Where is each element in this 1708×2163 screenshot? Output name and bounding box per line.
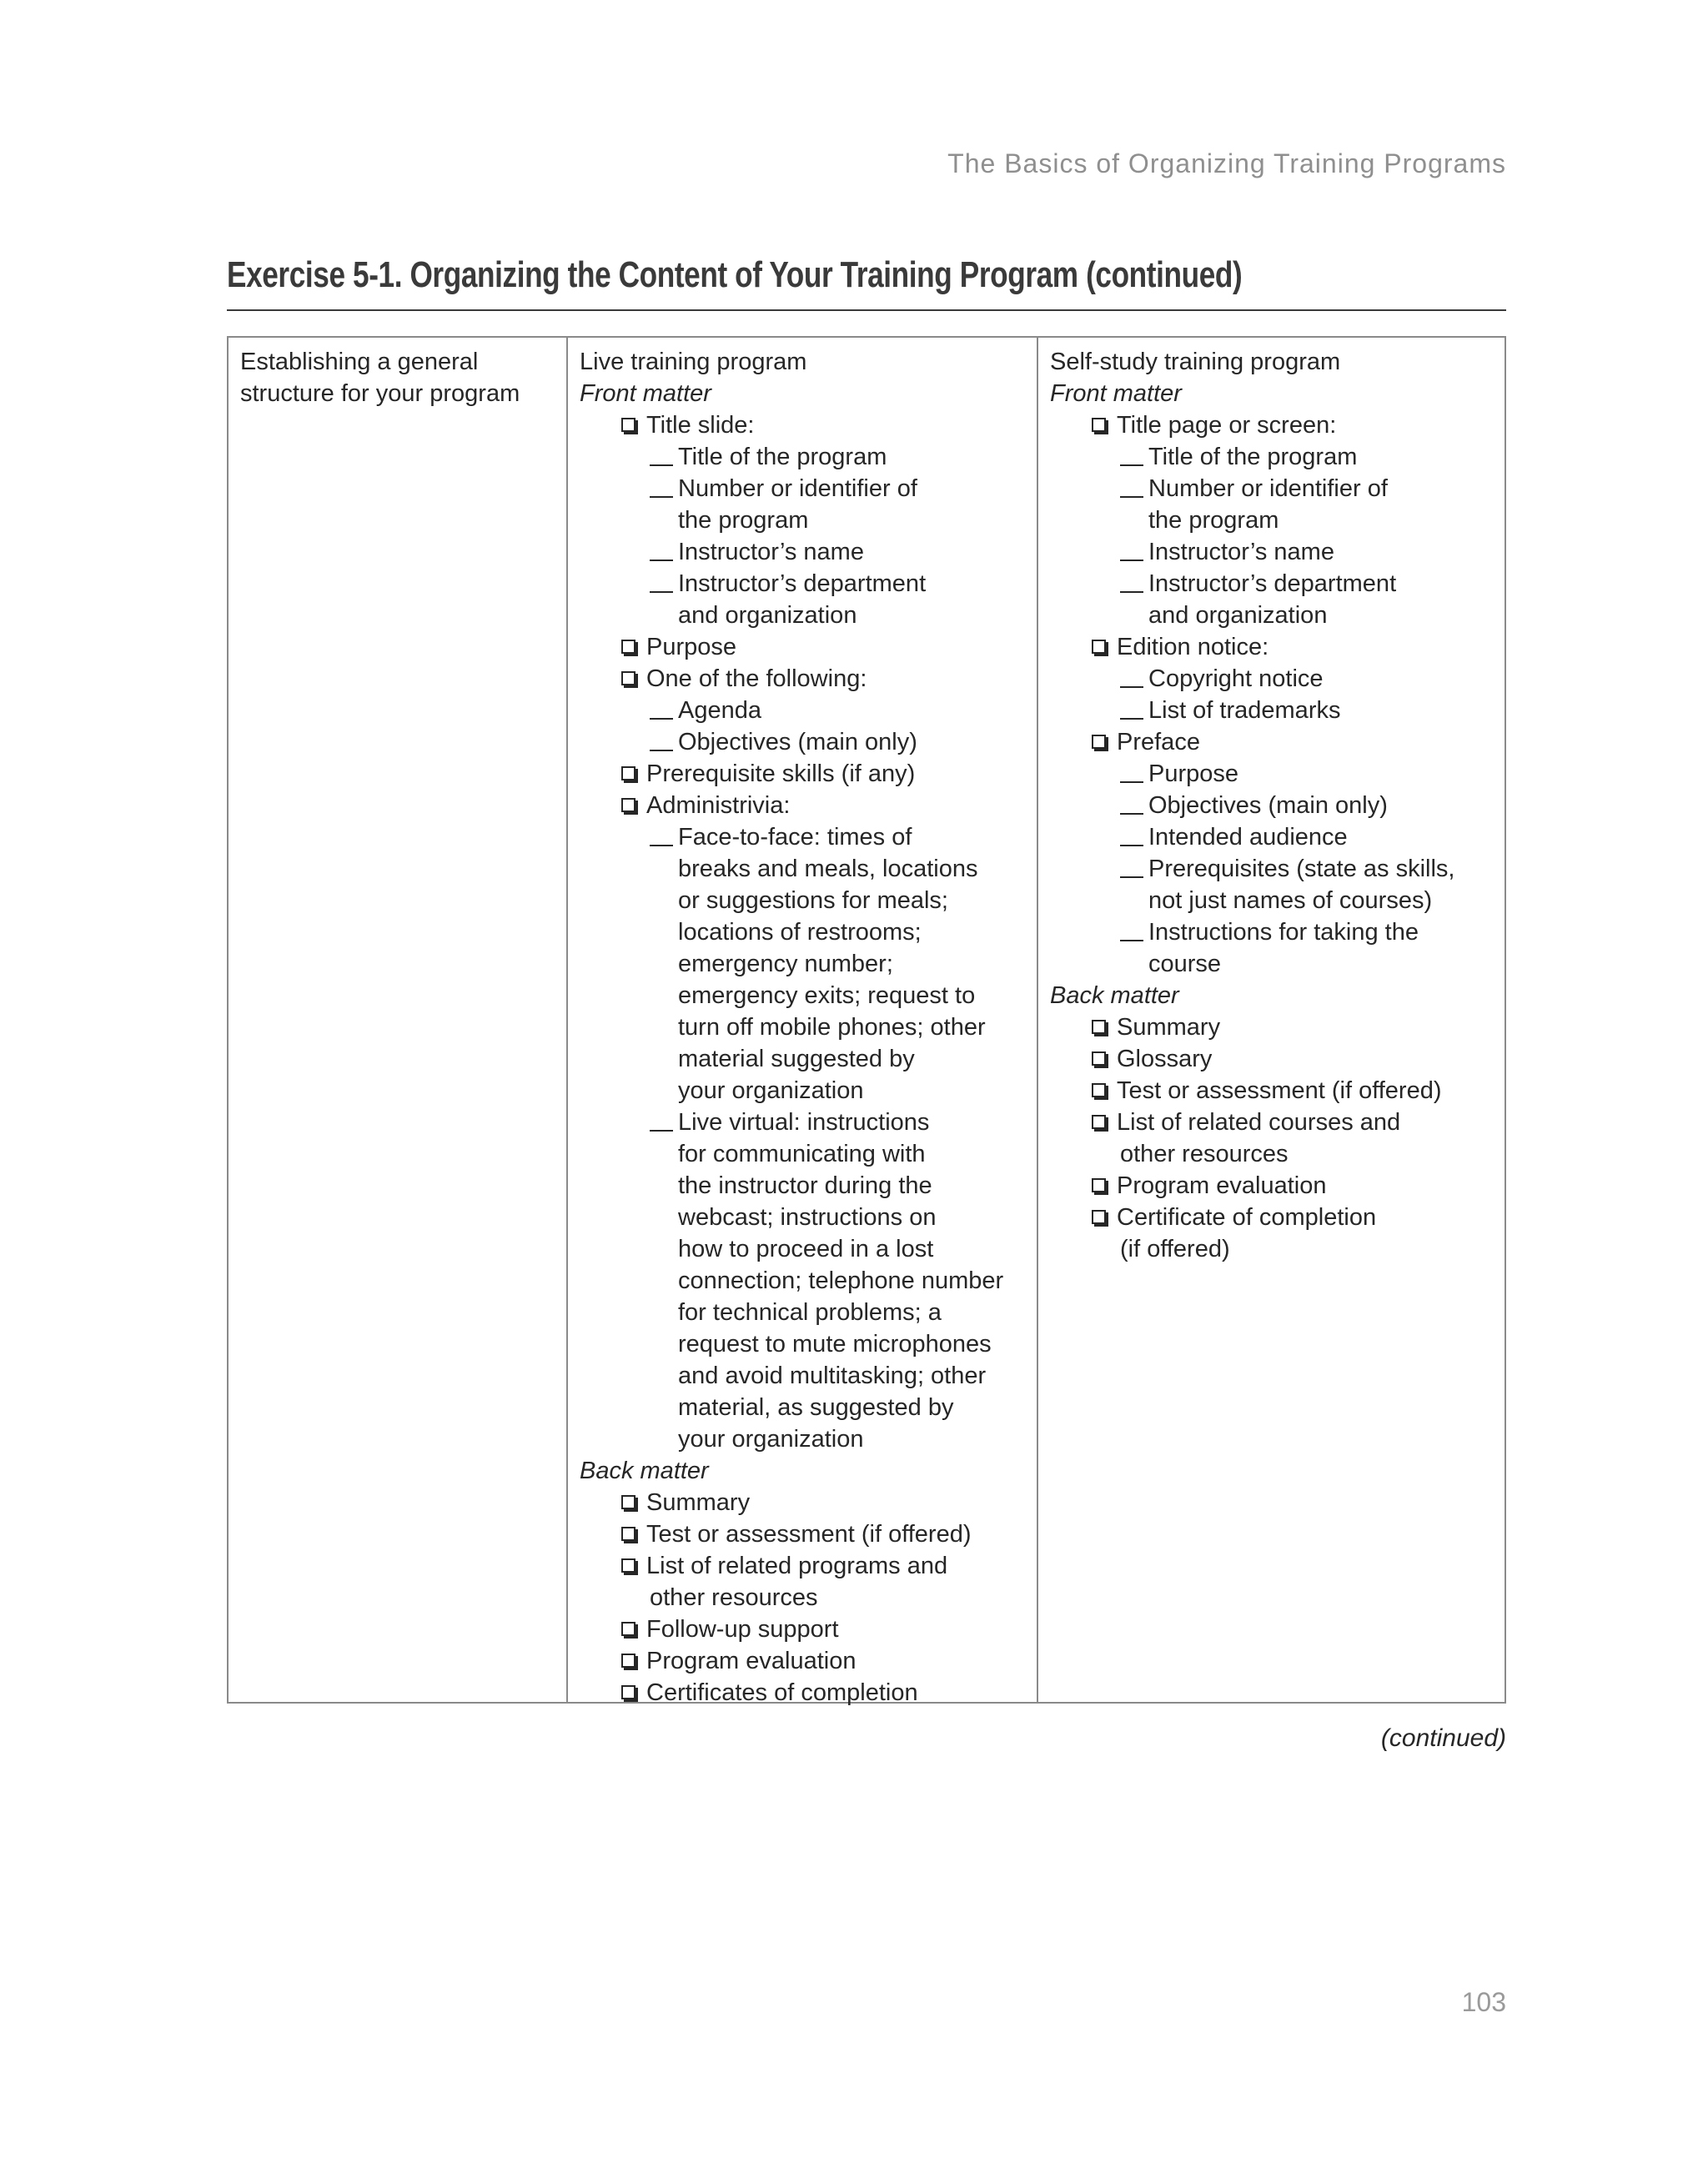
blank-item: List of trademarks (1050, 695, 1493, 726)
blank-item: Number or identifier of (580, 473, 1025, 504)
checklist-item: Summary (580, 1487, 1025, 1518)
checklist-item: Program evaluation (1050, 1170, 1493, 1202)
item-continuation: and organization (1148, 602, 1328, 629)
self-study-column (1038, 338, 1505, 1702)
blank-line-icon (650, 845, 673, 846)
checkbox-icon (1092, 1083, 1106, 1097)
blank-item: Face-to-face: times of (580, 821, 1025, 853)
blank-item: Instructor’s name (580, 536, 1025, 568)
item-continuation: other resources (1120, 1141, 1289, 1167)
blank-line-icon (1120, 876, 1143, 878)
item-continuation: request to mute microphones (678, 1331, 992, 1358)
blank-item: Agenda (580, 695, 1025, 726)
item-continuation: or suggestions for meals; (678, 887, 948, 914)
live-program-column (568, 338, 1038, 1706)
item-continuation: material suggested by (678, 1046, 915, 1072)
checklist-item: Purpose (580, 631, 1025, 663)
structure-label-line: structure for your program (240, 380, 520, 407)
item-continuation: for technical problems; a (678, 1299, 942, 1326)
blank-item: Instructor’s name (1050, 536, 1493, 568)
blank-item: Purpose (1050, 758, 1493, 790)
item-continuation: how to proceed in a lost (678, 1236, 934, 1262)
checklist-item: Administrivia: (580, 790, 1025, 821)
blank-item: Intended audience (1050, 821, 1493, 853)
checkbox-icon (621, 1685, 635, 1699)
item-continuation: not just names of courses) (1148, 887, 1433, 914)
item-continuation: connection; telephone number (678, 1267, 1004, 1294)
blank-line-icon (1120, 591, 1143, 593)
running-header: The Basics of Organizing Training Programs (947, 148, 1506, 178)
checklist-item: Prerequisite skills (if any) (580, 758, 1025, 790)
self-study-heading: Self-study training program (1050, 349, 1341, 375)
item-continuation: material, as suggested by (678, 1394, 954, 1421)
item-continuation: the program (678, 507, 809, 534)
checklist-item: Certificate of completion (1050, 1202, 1493, 1233)
checklist-item: One of the following: (580, 663, 1025, 695)
checklist-item: Glossary (1050, 1043, 1493, 1075)
item-continuation: turn off mobile phones; other (678, 1014, 986, 1041)
blank-line-icon (650, 718, 673, 720)
checkbox-icon (621, 1558, 635, 1573)
live-heading: Live training program (580, 349, 807, 375)
blank-line-icon (1120, 940, 1143, 941)
item-continuation: the instructor during the (678, 1172, 932, 1199)
checkbox-icon (1092, 640, 1106, 654)
blank-line-icon (650, 750, 673, 751)
checkbox-icon (1092, 1210, 1106, 1224)
blank-item: Copyright notice (1050, 663, 1493, 695)
checklist-item: Certificates of completion (580, 1677, 1025, 1709)
blank-line-icon (1120, 560, 1143, 561)
blank-line-icon (1120, 496, 1143, 498)
item-continuation: emergency exits; request to (678, 982, 976, 1009)
item-continuation: (if offered) (1120, 1236, 1230, 1262)
self-study-front-matter-label: Front matter (1050, 380, 1182, 407)
structure-label-line: Establishing a general (240, 349, 479, 375)
item-continuation: emergency number; (678, 951, 893, 977)
item-continuation: your organization (678, 1077, 864, 1104)
checkbox-icon (621, 1622, 635, 1636)
checklist-item: List of related courses and (1050, 1107, 1493, 1138)
blank-line-icon (1120, 781, 1143, 783)
blank-item: Objectives (main only) (580, 726, 1025, 758)
checkbox-icon (621, 1527, 635, 1541)
checklist-item: Edition notice: (1050, 631, 1493, 663)
checklist-item: Summary (1050, 1011, 1493, 1043)
blank-item: Prerequisites (state as skills, (1050, 853, 1493, 885)
exercise-table (227, 336, 1506, 1704)
page-number: 103 (1461, 1987, 1506, 2017)
item-continuation: course (1148, 951, 1222, 977)
checkbox-icon (1092, 1115, 1106, 1129)
checkbox-icon (621, 798, 635, 812)
blank-item: Live virtual: instructions (580, 1107, 1025, 1138)
live-front-matter-label: Front matter (580, 380, 711, 407)
item-continuation: and organization (678, 602, 857, 629)
exercise-title: Exercise 5-1. Organizing the Content of Your Training Program (continued) (227, 254, 1243, 295)
item-continuation: the program (1148, 507, 1279, 534)
blank-item: Title of the program (1050, 441, 1493, 473)
self-study-back-matter-label: Back matter (1050, 982, 1179, 1009)
item-continuation: other resources (650, 1584, 818, 1611)
item-continuation: and avoid multitasking; other (678, 1363, 987, 1389)
item-continuation: your organization (678, 1426, 864, 1453)
checklist-item: Title page or screen: (1050, 409, 1493, 441)
blank-item: Title of the program (580, 441, 1025, 473)
blank-line-icon (650, 464, 673, 466)
item-continuation: webcast; instructions on (678, 1204, 937, 1231)
item-continuation: for communicating with (678, 1141, 926, 1167)
blank-line-icon (650, 1130, 673, 1132)
blank-line-icon (1120, 464, 1143, 466)
blank-line-icon (650, 496, 673, 498)
checklist-item: List of related programs and (580, 1550, 1025, 1582)
checkbox-icon (1092, 1051, 1106, 1066)
title-rule (227, 309, 1506, 311)
checklist-item: Title slide: (580, 409, 1025, 441)
blank-item: Instructions for taking the (1050, 916, 1493, 948)
checklist-item: Follow-up support (580, 1613, 1025, 1645)
continued-note: (continued) (1380, 1724, 1506, 1752)
checkbox-icon (621, 766, 635, 780)
blank-line-icon (1120, 686, 1143, 688)
blank-line-icon (1120, 845, 1143, 846)
checkbox-icon (1092, 1178, 1106, 1192)
checklist-item: Program evaluation (580, 1645, 1025, 1677)
live-back-matter-label: Back matter (580, 1458, 709, 1484)
blank-line-icon (650, 591, 673, 593)
checkbox-icon (1092, 735, 1106, 749)
checkbox-icon (621, 640, 635, 654)
blank-line-icon (1120, 813, 1143, 815)
blank-item: Instructor’s department (580, 568, 1025, 600)
checkbox-icon (1092, 1020, 1106, 1034)
blank-item: Instructor’s department (1050, 568, 1493, 600)
checkbox-icon (621, 1654, 635, 1668)
item-continuation: locations of restrooms; (678, 919, 922, 946)
structure-column (229, 338, 568, 1702)
checkbox-icon (1092, 418, 1106, 432)
checklist-item: Preface (1050, 726, 1493, 758)
item-continuation: breaks and meals, locations (678, 856, 978, 882)
blank-item: Objectives (main only) (1050, 790, 1493, 821)
checkbox-icon (621, 671, 635, 685)
checkbox-icon (621, 1495, 635, 1509)
checklist-item: Test or assessment (if offered) (1050, 1075, 1493, 1107)
checklist-item: Test or assessment (if offered) (580, 1518, 1025, 1550)
blank-item: Number or identifier of (1050, 473, 1493, 504)
blank-line-icon (1120, 718, 1143, 720)
blank-line-icon (650, 560, 673, 561)
checkbox-icon (621, 418, 635, 432)
